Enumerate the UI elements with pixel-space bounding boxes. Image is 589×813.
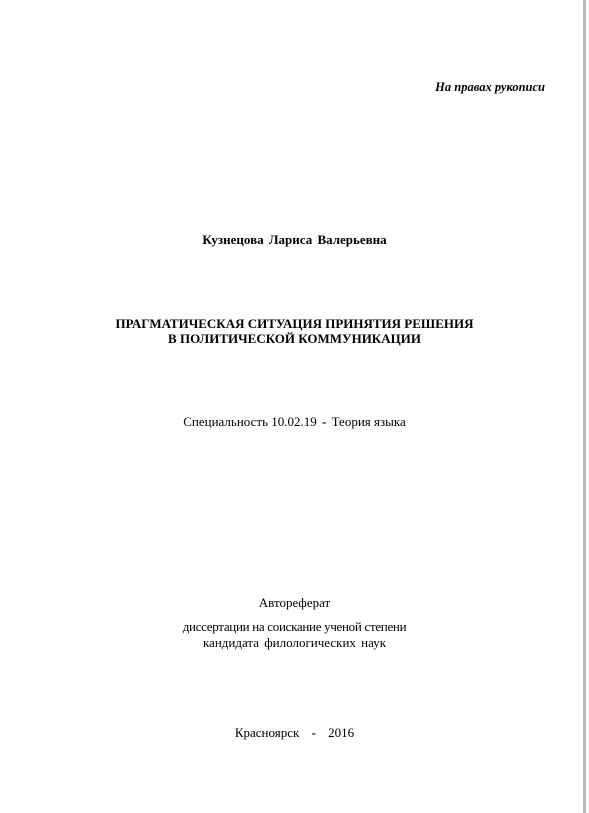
year: 2016 (328, 725, 355, 740)
degree-line-1: диссертации на соискание ученой степени (182, 619, 407, 634)
specialty-separator: - (322, 414, 327, 429)
city: Красноярск (234, 725, 300, 740)
page-edge-border (583, 0, 586, 813)
specialty-field: Теория языка (331, 414, 406, 429)
city-year-separator: - (311, 725, 316, 740)
degree-line-2: кандидата филологических наук (202, 635, 387, 650)
dissertation-title (0, 316, 589, 346)
work-type: Автореферат (258, 595, 331, 610)
title-line-1: ПРАГМАТИЧЕСКАЯ СИТУАЦИЯ ПРИНЯТИЯ РЕШЕНИЯ (115, 316, 474, 331)
manuscript-note: На правах рукописи (435, 80, 545, 94)
author-name: Кузнецова Лариса Валерьевна (202, 232, 387, 247)
specialty-label: Специальность 10.02.19 (183, 414, 317, 429)
city-year (0, 725, 589, 741)
specialty-line (0, 414, 589, 430)
title-line-2: В ПОЛИТИЧЕСКОЙ КОММУНИКАЦИИ (168, 331, 421, 346)
degree-statement (0, 619, 589, 651)
